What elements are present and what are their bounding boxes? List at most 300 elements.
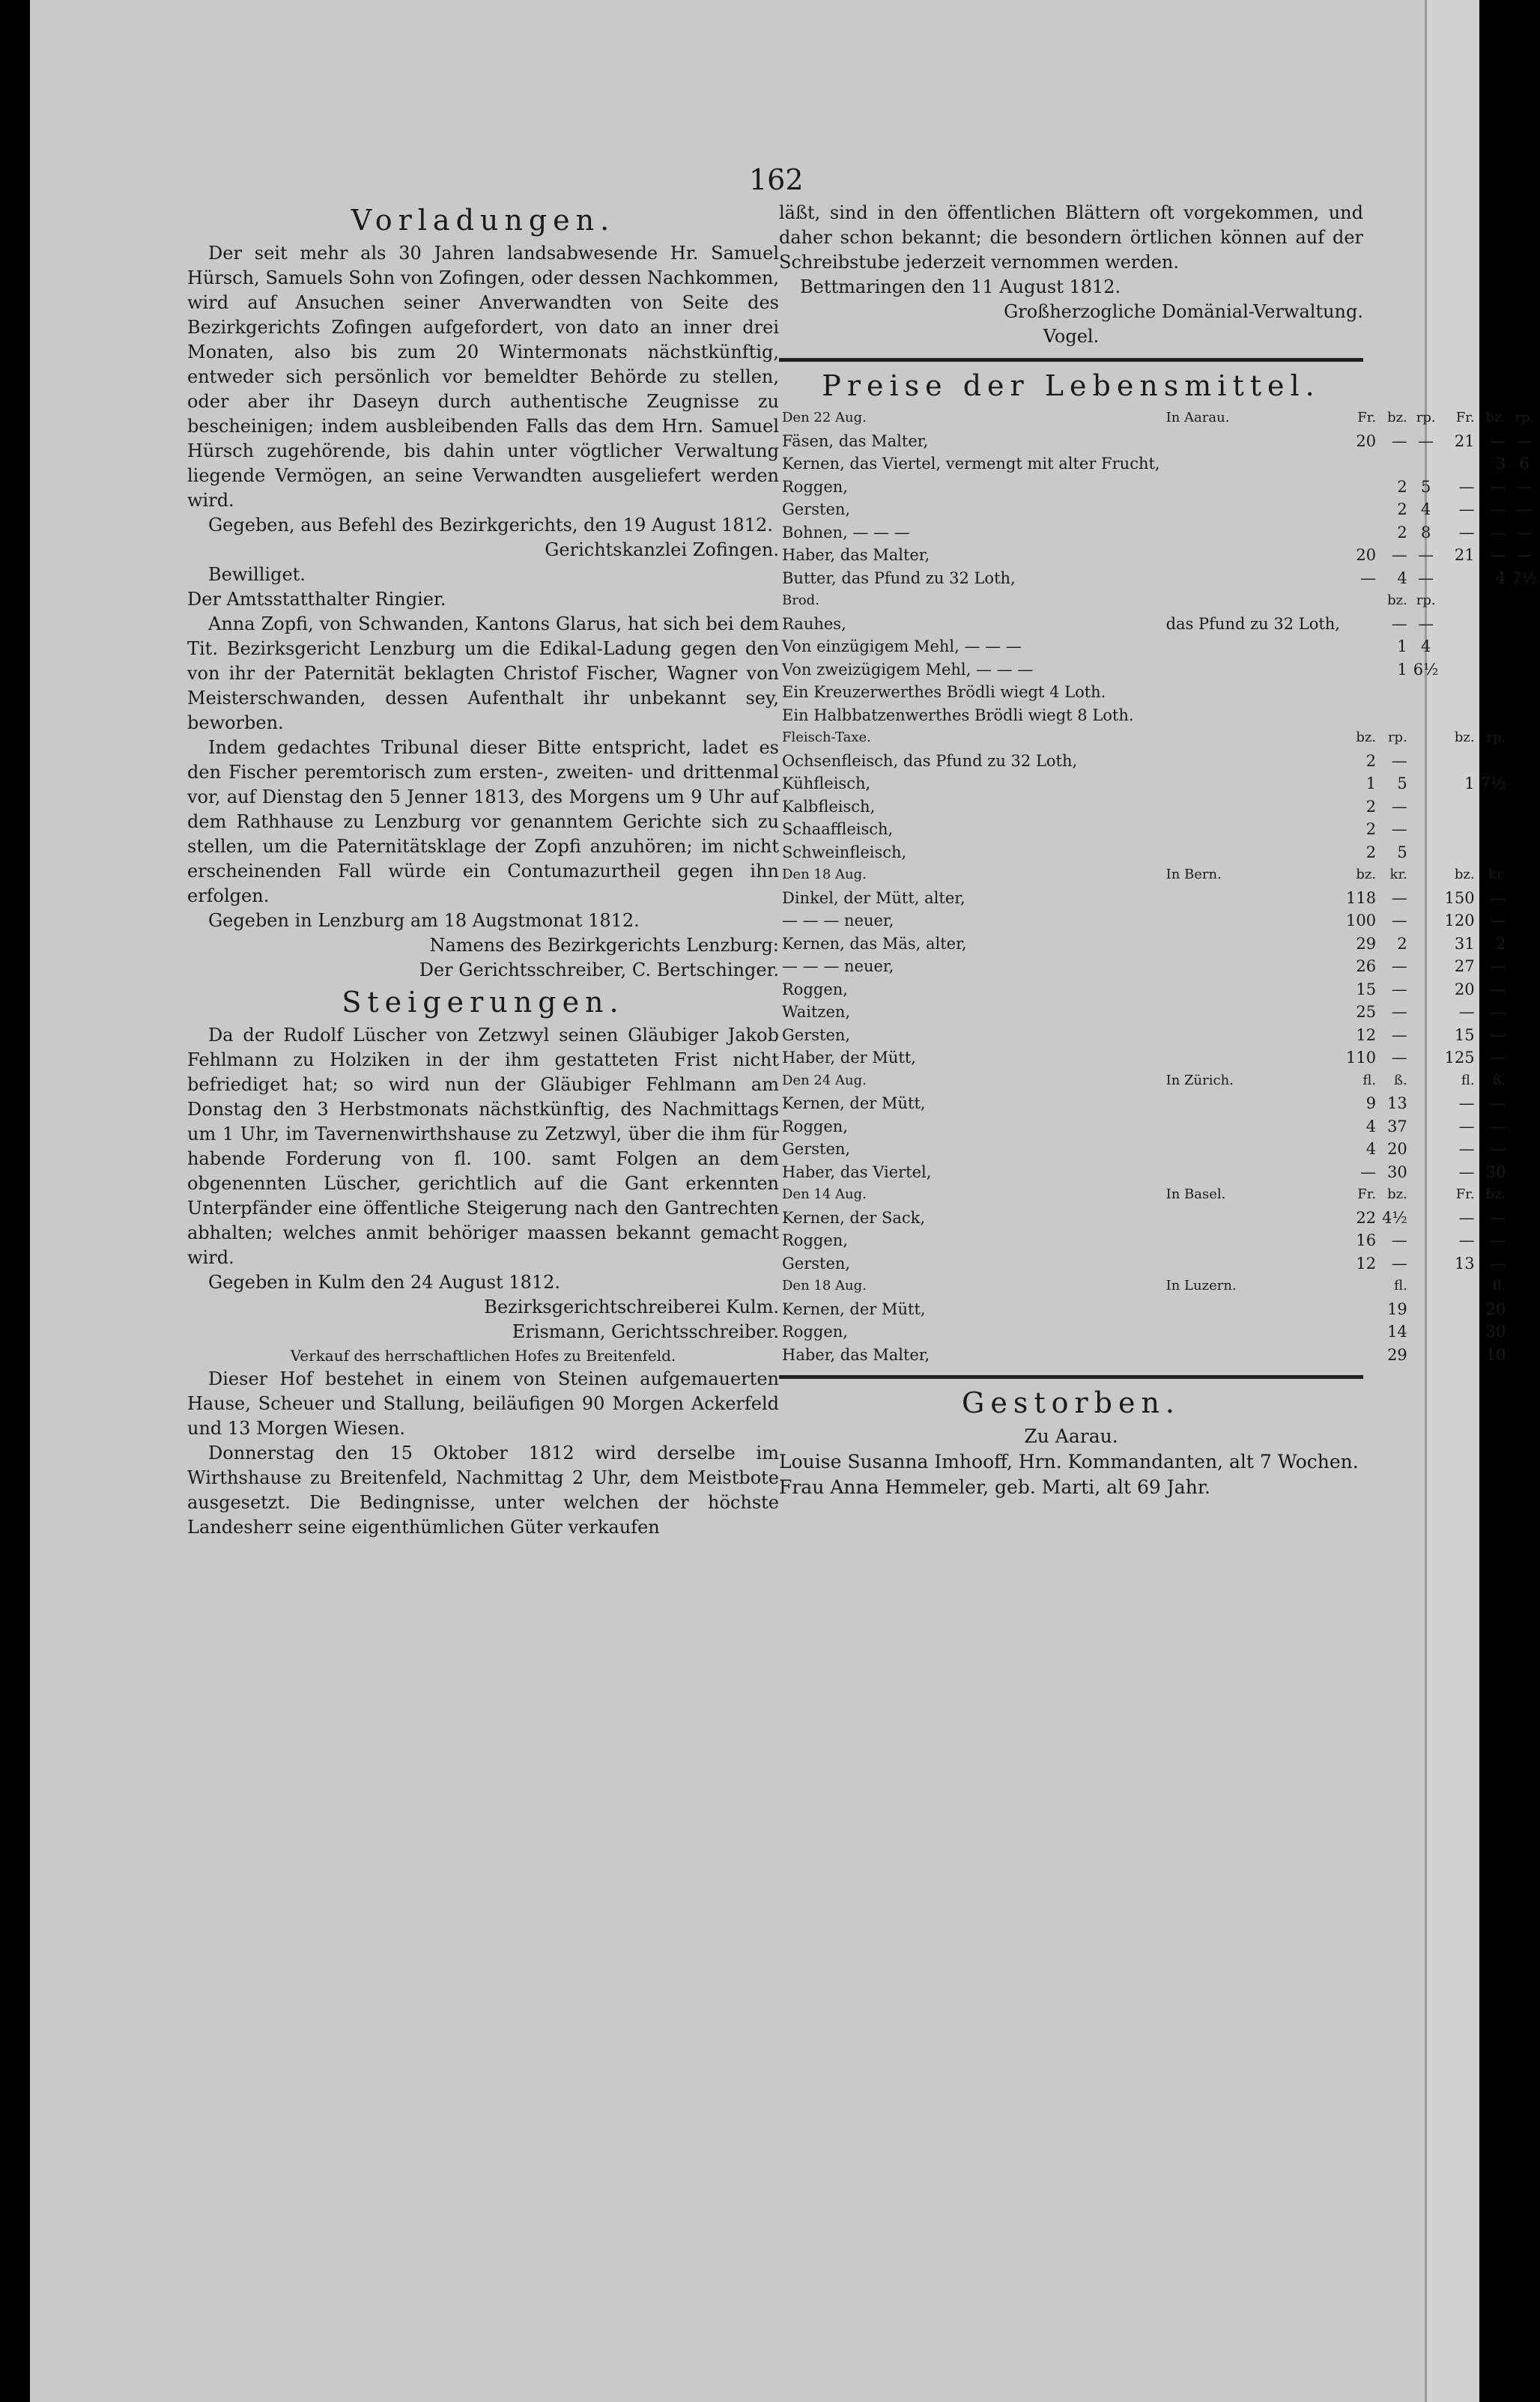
price-cell: rp. (1387, 730, 1407, 745)
price-cell (1163, 955, 1343, 978)
price-cell: kr. (1488, 867, 1506, 882)
price-cell: 25 (1356, 1003, 1377, 1021)
price-cell (1343, 589, 1379, 613)
price-cell: 9 (1365, 1094, 1377, 1112)
price-cell (1442, 1275, 1478, 1298)
price-cell (1163, 635, 1343, 658)
price-cell: Fr. (1357, 1186, 1377, 1202)
price-cell (1509, 658, 1540, 682)
price-cell (1343, 452, 1379, 476)
price-cell (1163, 818, 1343, 841)
price-row (779, 864, 1540, 887)
price-cell (1163, 1024, 1343, 1047)
price-cell: bz. (1485, 410, 1506, 425)
price-cell: 27 (1454, 957, 1475, 975)
price-cell: — (1391, 751, 1407, 770)
price-cell (1509, 772, 1540, 795)
price-cell: — (1490, 500, 1506, 518)
price-cell (1163, 1344, 1343, 1367)
price-row (779, 476, 1540, 499)
price-cell: 4 (1420, 637, 1431, 655)
price-cell (1410, 818, 1442, 841)
price-cell: — (1360, 1162, 1377, 1181)
price-cell: 1 (1397, 660, 1407, 679)
price-cell: 37 (1387, 1117, 1407, 1135)
price-cell: — (1490, 1254, 1506, 1273)
price-cell: — (1490, 1117, 1506, 1135)
price-cell (1442, 750, 1478, 773)
price-cell: — (1490, 957, 1506, 975)
price-cell (1379, 681, 1410, 704)
price-cell: 4 (1365, 1140, 1377, 1158)
price-cell (1442, 613, 1478, 636)
right-column (779, 201, 1538, 1500)
sale-signature-1: Großherzogliche Domänial-Verwaltung. (1004, 301, 1363, 322)
price-cell (1509, 1115, 1540, 1138)
price-cell: bz. (1454, 730, 1475, 745)
price-cell: 2 (1495, 934, 1506, 953)
price-cell: — (1458, 1208, 1475, 1227)
price-item: Von einzügigem Mehl, — — — (782, 637, 1022, 655)
price-cell (1163, 1320, 1343, 1344)
price-row (779, 1092, 1540, 1115)
price-cell (1509, 955, 1540, 978)
price-cell (1442, 681, 1478, 704)
price-cell: 2 (1365, 751, 1377, 770)
price-cell: — (1391, 1025, 1407, 1044)
price-cell (1478, 613, 1509, 636)
price-cell: 13 (1387, 1094, 1407, 1112)
divider-rule (779, 358, 1363, 362)
price-cell: 100 (1345, 912, 1377, 929)
price-item: Dinkel, der Mütt, alter, (782, 888, 965, 907)
price-cell (1509, 1183, 1540, 1207)
price-cell: 4 (1397, 568, 1407, 587)
price-cell: 30 (1485, 1162, 1506, 1181)
price-cell (1163, 1252, 1343, 1276)
price-cell (1163, 1046, 1343, 1070)
newspaper-page (30, 0, 1538, 2402)
price-row (779, 567, 1540, 590)
price-item: Den 22 Aug. (782, 410, 867, 425)
price-item: Haber, das Viertel, (782, 1162, 932, 1181)
price-cell (1442, 818, 1478, 841)
price-cell (1509, 1024, 1540, 1047)
section-heading-steigerungen: Steigerungen. (342, 986, 625, 1019)
price-cell (1410, 1252, 1442, 1276)
price-cell (1163, 430, 1343, 453)
price-cell (1509, 589, 1540, 613)
price-cell: — (1458, 477, 1475, 496)
price-item: — — — neuer, (782, 912, 894, 929)
price-cell: 2 (1397, 500, 1407, 518)
price-cell: 1 (1365, 774, 1377, 792)
price-cell: 20 (1454, 980, 1475, 998)
price-cell (1509, 887, 1540, 910)
price-cell: 5 (1397, 843, 1407, 861)
price-cell: 6½ (1413, 660, 1439, 679)
price-cell (1163, 452, 1343, 476)
price-cell (1410, 841, 1442, 864)
price-cell: — (1490, 888, 1506, 907)
price-item: Den 24 Aug. (782, 1072, 867, 1088)
price-cell (1343, 658, 1379, 682)
section-heading-deaths: Gestorben. (961, 1386, 1181, 1419)
price-item: Kernen, das Mäs, alter, (782, 934, 967, 953)
price-cell (1343, 635, 1379, 658)
price-cell: rp. (1515, 410, 1535, 425)
notice-huersch: Der seit mehr als 30 Jahren landsabwesende Hr. Samuel Hürsch, Samuels Sohn von Zofingen, oder dessen Nachkommen, wird auf Ansuchen seiner Anverwandten von Seite des Bezirkgerichts Zofingen aufgefordert, von dato an inner drei Monaten, also bis zum 20 Wintermonats nächstkünftig, entweder sich persönlich vor bemeldter Behörde zu stellen, oder aber ihr Daseyn durch authentische Zeugnisse zu bescheinigen; indem ausbleibenden Falls das dem Hrn. Samuel Hürsch zugehörende, bis dahin unter vögtlicher Verwaltung liegende Vermögen, an seine Verwandten ausgeliefert werden wird. (187, 243, 779, 511)
price-item: Ochsenfleisch, das Pfund zu 32 Loth, (782, 751, 1078, 770)
price-cell (1509, 1298, 1540, 1321)
price-cell (1442, 704, 1478, 727)
price-item: Den 18 Aug. (782, 1278, 867, 1293)
price-cell: — (1516, 500, 1533, 518)
price-cell (1410, 1207, 1442, 1230)
price-row (779, 955, 1540, 978)
price-cell (1442, 1344, 1478, 1367)
price-cell (1163, 795, 1343, 819)
price-cell: — (1391, 614, 1407, 633)
price-cell (1410, 909, 1442, 932)
price-cell (1410, 1001, 1442, 1024)
price-cell: — (1418, 546, 1434, 564)
price-cell (1343, 476, 1379, 499)
price-cell: — (1391, 957, 1407, 975)
price-cell: 5 (1420, 477, 1431, 496)
price-cell (1410, 704, 1442, 727)
price-cell (1163, 1001, 1343, 1024)
price-cell: 16 (1356, 1231, 1377, 1249)
price-row (779, 613, 1540, 636)
price-cell (1509, 1138, 1540, 1161)
price-cell: 118 (1345, 888, 1377, 907)
price-cell (1410, 864, 1442, 887)
price-cell: 21 (1454, 546, 1475, 564)
price-row (779, 452, 1540, 476)
price-cell (1410, 887, 1442, 910)
price-item: Kernen, das Viertel, vermengt mit alter Frucht, (782, 455, 1160, 473)
price-cell (1163, 521, 1343, 545)
price-cell: Fr. (1357, 410, 1377, 425)
price-row (779, 1229, 1540, 1252)
price-cell: 20 (1356, 546, 1377, 564)
price-cell: fl. (1394, 1278, 1407, 1293)
price-cell: — (1458, 523, 1475, 542)
price-cell: 1 (1397, 637, 1407, 655)
price-item: Roggen, (782, 1231, 848, 1249)
notice-zopfi-signature-1: Namens des Bezirkgerichts Lenzburg: (429, 935, 779, 956)
price-item: Brod. (782, 592, 819, 608)
price-row (779, 498, 1540, 521)
price-cell (1509, 1092, 1540, 1115)
price-cell: — (1360, 568, 1377, 587)
price-item: Rauhes, (782, 614, 846, 633)
price-cell: — (1516, 477, 1533, 496)
price-cell: fl. (1362, 1072, 1377, 1088)
price-cell: — (1458, 1094, 1475, 1112)
price-cell: kr. (1389, 867, 1407, 882)
price-cell (1509, 1320, 1540, 1344)
price-cell (1163, 589, 1343, 613)
price-cell (1478, 589, 1509, 613)
price-row (779, 1183, 1540, 1207)
price-cell: 8 (1420, 523, 1431, 542)
divider-rule (779, 1375, 1363, 1379)
price-cell: — (1391, 912, 1407, 929)
price-cell (1410, 795, 1442, 819)
price-row (779, 841, 1540, 864)
deaths-place: Zu Aarau. (1024, 1425, 1118, 1447)
price-cell (1343, 704, 1379, 727)
price-cell: — (1458, 1231, 1475, 1249)
price-cell: — (1391, 431, 1407, 450)
price-row (779, 1252, 1540, 1276)
price-cell (1509, 1207, 1540, 1230)
price-cell (1442, 567, 1478, 590)
price-item: Schweinfleisch, (782, 843, 907, 861)
price-cell (1410, 727, 1442, 750)
price-cell: bz. (1387, 1186, 1407, 1202)
price-row (779, 1024, 1540, 1047)
price-item: Kernen, der Mütt, (782, 1299, 926, 1318)
price-cell: 2 (1365, 843, 1377, 861)
price-item: Kernen, der Mütt, (782, 1094, 926, 1112)
price-cell (1410, 1344, 1442, 1367)
price-item: Haber, das Malter, (782, 546, 930, 564)
price-cell (1478, 681, 1509, 704)
sale-date: Bettmaringen den 11 August 1812. (800, 276, 1121, 297)
price-cell (1410, 1046, 1442, 1070)
notice-huersch-date: Gegeben, aus Befehl des Bezirkgerichts, den 19 August 1812. (208, 515, 773, 536)
notice-zopfi-date: Gegeben in Lenzburg am 18 Augstmonat 1812. (208, 910, 640, 931)
price-cell (1163, 1229, 1343, 1252)
price-item: Kalbfleisch, (782, 797, 876, 816)
price-cell (1509, 704, 1540, 727)
price-cell: 15 (1356, 980, 1377, 998)
price-cell: 20 (1356, 431, 1377, 450)
price-cell (1478, 750, 1509, 773)
sale-description: Dieser Hof bestehet in einem von Steinen aufgemauerten Hause, Scheuer und Stallung, beiläufigen 90 Morgen Ackerfeld und 13 Morgen Wiesen. (187, 1368, 779, 1439)
price-cell: 4½ (1382, 1208, 1407, 1227)
price-item: Haber, das Malter, (782, 1345, 930, 1364)
price-row (779, 1115, 1540, 1138)
price-cell (1509, 1046, 1540, 1070)
price-row (779, 1275, 1540, 1298)
price-row (779, 1344, 1540, 1367)
price-cell (1478, 658, 1509, 682)
price-cell (1509, 1161, 1540, 1184)
price-cell (1509, 1070, 1540, 1093)
price-cell: — (1458, 1140, 1475, 1158)
price-cell (1163, 1138, 1343, 1161)
price-cell: 21 (1454, 431, 1475, 450)
price-cell (1410, 1070, 1442, 1093)
price-item: Fleisch-Taxe. (782, 730, 871, 745)
price-item: Roggen, (782, 1117, 848, 1135)
price-item: Von zweizügigem Mehl, — — — (782, 660, 1034, 679)
price-row (779, 635, 1540, 658)
price-cell: — (1391, 820, 1407, 838)
price-row (779, 978, 1540, 1001)
price-row (779, 887, 1540, 910)
price-cell (1410, 955, 1442, 978)
price-cell: — (1490, 546, 1506, 564)
price-item: Roggen, (782, 477, 848, 496)
sale-signature-2: Vogel. (1043, 326, 1100, 347)
price-cell (1410, 1092, 1442, 1115)
price-cell: — (1490, 980, 1506, 998)
price-cell: fl. (1492, 1278, 1506, 1293)
price-cell (1410, 1320, 1442, 1344)
price-cell: — (1490, 1231, 1506, 1249)
price-cell (1509, 909, 1540, 932)
price-row (779, 544, 1540, 567)
price-cell (1478, 635, 1509, 658)
price-cell (1442, 452, 1478, 476)
price-item: Roggen, (782, 980, 848, 998)
price-row (779, 1161, 1540, 1184)
price-cell: 20 (1387, 1140, 1407, 1158)
price-cell: — (1458, 1162, 1475, 1181)
price-cell: 2 (1365, 820, 1377, 838)
page-number: 162 (749, 163, 804, 196)
price-cell: 2 (1397, 934, 1407, 953)
price-cell: 4 (1365, 1117, 1377, 1135)
price-cell: Fr. (1455, 1186, 1475, 1202)
price-cell (1379, 704, 1410, 727)
price-cell (1163, 704, 1343, 727)
price-cell (1509, 750, 1540, 773)
price-cell: — (1490, 1140, 1506, 1158)
price-item: Butter, das Pfund zu 32 Loth, (782, 568, 1016, 587)
notice-luescher-signature-2: Erismann, Gerichtsschreiber. (512, 1321, 779, 1342)
price-cell (1478, 795, 1509, 819)
price-item: Fäsen, das Malter, (782, 431, 929, 450)
price-cell: — (1391, 1049, 1407, 1067)
price-item: Gersten, (782, 1025, 851, 1044)
price-cell: — (1516, 546, 1533, 564)
notice-luescher-date: Gegeben in Kulm den 24 August 1812. (208, 1272, 561, 1293)
price-cell: — (1418, 431, 1434, 450)
price-cell (1343, 1275, 1379, 1298)
price-cell (1509, 681, 1540, 704)
price-item: Gersten, (782, 500, 851, 518)
price-item: Gersten, (782, 1140, 851, 1158)
price-cell (1509, 613, 1540, 636)
price-cell: 4 (1495, 568, 1506, 587)
price-cell: — (1490, 1003, 1506, 1021)
price-cell (1478, 704, 1509, 727)
price-cell: das Pfund zu 32 Loth, (1165, 614, 1340, 633)
approval-signature: Der Amtsstatthalter Ringier. (187, 589, 446, 610)
price-item: Kernen, der Sack, (782, 1208, 926, 1227)
price-cell (1509, 727, 1540, 750)
sale-title: Verkauf des herrschaftlichen Hofes zu Breitenfeld. (290, 1347, 676, 1365)
price-item: Waitzen, (782, 1003, 851, 1021)
price-cell: — (1418, 614, 1434, 633)
price-row (779, 658, 1540, 682)
price-cell: 4 (1420, 500, 1431, 518)
price-cell: In Basel. (1165, 1186, 1226, 1202)
price-cell (1410, 1183, 1442, 1207)
price-cell (1343, 521, 1379, 545)
price-row (779, 521, 1540, 545)
price-cell (1343, 681, 1379, 704)
price-cell (1410, 932, 1442, 956)
price-cell: 30 (1485, 1323, 1506, 1341)
price-cell (1509, 1275, 1540, 1298)
price-cell: 110 (1345, 1049, 1377, 1067)
section-heading-vorladungen: Vorladungen. (351, 204, 616, 237)
price-cell (1410, 1138, 1442, 1161)
price-cell: 12 (1356, 1254, 1377, 1273)
price-cell: rp. (1486, 730, 1506, 745)
price-row (779, 704, 1540, 727)
price-cell (1442, 795, 1478, 819)
approval-label: Bewilliget. (208, 564, 306, 585)
deaths-section (779, 1386, 1363, 1500)
price-item: Ein Kreuzerwerthes Brödli wiegt 4 Loth. (782, 683, 1106, 701)
price-cell (1410, 1298, 1442, 1321)
price-row (779, 1046, 1540, 1070)
price-row (779, 750, 1540, 773)
price-cell (1509, 1344, 1540, 1367)
left-column (187, 201, 779, 1540)
price-cell (1163, 681, 1343, 704)
price-cell (1163, 476, 1343, 499)
price-item: Roggen, (782, 1323, 848, 1341)
price-item: Gersten, (782, 1254, 851, 1273)
price-item: Schaaffleisch, (782, 820, 894, 838)
price-cell (1163, 841, 1343, 864)
price-cell: rp. (1416, 410, 1436, 425)
price-cell: 19 (1387, 1299, 1407, 1318)
price-cell: 31 (1454, 934, 1475, 953)
price-row (779, 1138, 1540, 1161)
price-cell (1343, 613, 1379, 636)
price-cell (1410, 750, 1442, 773)
notice-zopfi-signature-2: Der Gerichtsschreiber, C. Bertschinger. (419, 959, 779, 980)
price-item: Ein Halbbatzenwerthes Brödli wiegt 8 Loth. (782, 706, 1134, 724)
price-cell: 13 (1454, 1254, 1475, 1273)
price-cell: bz. (1387, 592, 1407, 608)
price-cell: 7½ (1512, 568, 1538, 587)
price-cell: — (1490, 1208, 1506, 1227)
price-cell (1509, 635, 1540, 658)
price-cell: 120 (1444, 912, 1475, 929)
price-cell: — (1391, 888, 1407, 907)
price-cell (1478, 841, 1509, 864)
death-entry: Frau Anna Hemmeler, geb. Marti, alt 69 Jahr. (779, 1476, 1210, 1498)
price-cell: — (1516, 523, 1533, 542)
price-cell: In Aarau. (1165, 410, 1230, 425)
price-cell (1163, 772, 1343, 795)
price-cell: 26 (1356, 957, 1377, 975)
price-cell: 10 (1485, 1345, 1506, 1364)
price-cell (1343, 498, 1379, 521)
price-cell (1410, 772, 1442, 795)
price-item: — — — neuer, (782, 957, 894, 975)
price-cell (1163, 887, 1343, 910)
price-cell: In Bern. (1165, 867, 1222, 882)
price-cell (1163, 932, 1343, 956)
price-cell (1442, 635, 1478, 658)
price-cell (1379, 452, 1410, 476)
price-row (779, 818, 1540, 841)
price-cell: In Zürich. (1165, 1072, 1234, 1088)
price-cell (1163, 1115, 1343, 1138)
